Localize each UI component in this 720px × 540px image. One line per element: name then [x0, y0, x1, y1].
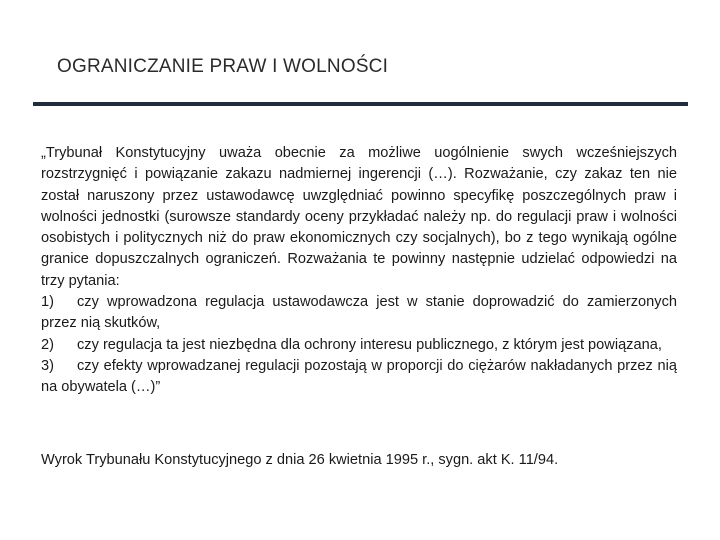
question-number: 2) [41, 336, 54, 353]
question-number: 1) [41, 294, 54, 311]
question-text: czy wprowadzona regulacja ustawodawcza jest w stanie doprowadzić do zamierzonych przez nią skutków, [41, 294, 677, 332]
quote-intro: „Trybunał Konstytucyjny uważa obecnie za możliwe uogólnienie swych wcześniejszych rozstrzygnięć i powiązanie zakazu nadmiernej ingerencji (…). Rozważanie, czy zakaz ten nie został naruszony przez ustawodawcę uwzględniać powinno specyfikę poszczególnych praw i wolności jednostki (surowsze standardy oceny przykładać należy np. do regulacji praw i wolności osobistych i politycznych niż do praw ekonomicznych czy socjalnych), bo z tego wynikają ogólne granice dopuszczalnych ograniczeń. Rozważania te powinny następnie udzielać odpowiedzi na trzy pytania: [41, 145, 677, 289]
question-text: czy efekty wprowadzanej regulacji pozostają w proporcji do ciężarów nakładanych przez nią na obywatela (…)” [41, 357, 677, 396]
title-divider [33, 102, 688, 106]
question-item-1 [41, 292, 677, 335]
question-text: czy regulacja ta jest niezbędna dla ochrony interesu publicznego, z którym jest powiązana, [77, 336, 662, 353]
source-citation: Wyrok Trybunału Konstytucyjnego z dnia 26 kwietnia 1995 r., sygn. akt K. 11/94. [41, 452, 559, 468]
question-item-3 [41, 356, 677, 399]
question-item-2 [41, 335, 677, 356]
question-number: 3) [41, 357, 54, 374]
quote-block [41, 143, 677, 399]
slide-title: OGRANICZANIE PRAW I WOLNOŚCI [57, 56, 389, 77]
